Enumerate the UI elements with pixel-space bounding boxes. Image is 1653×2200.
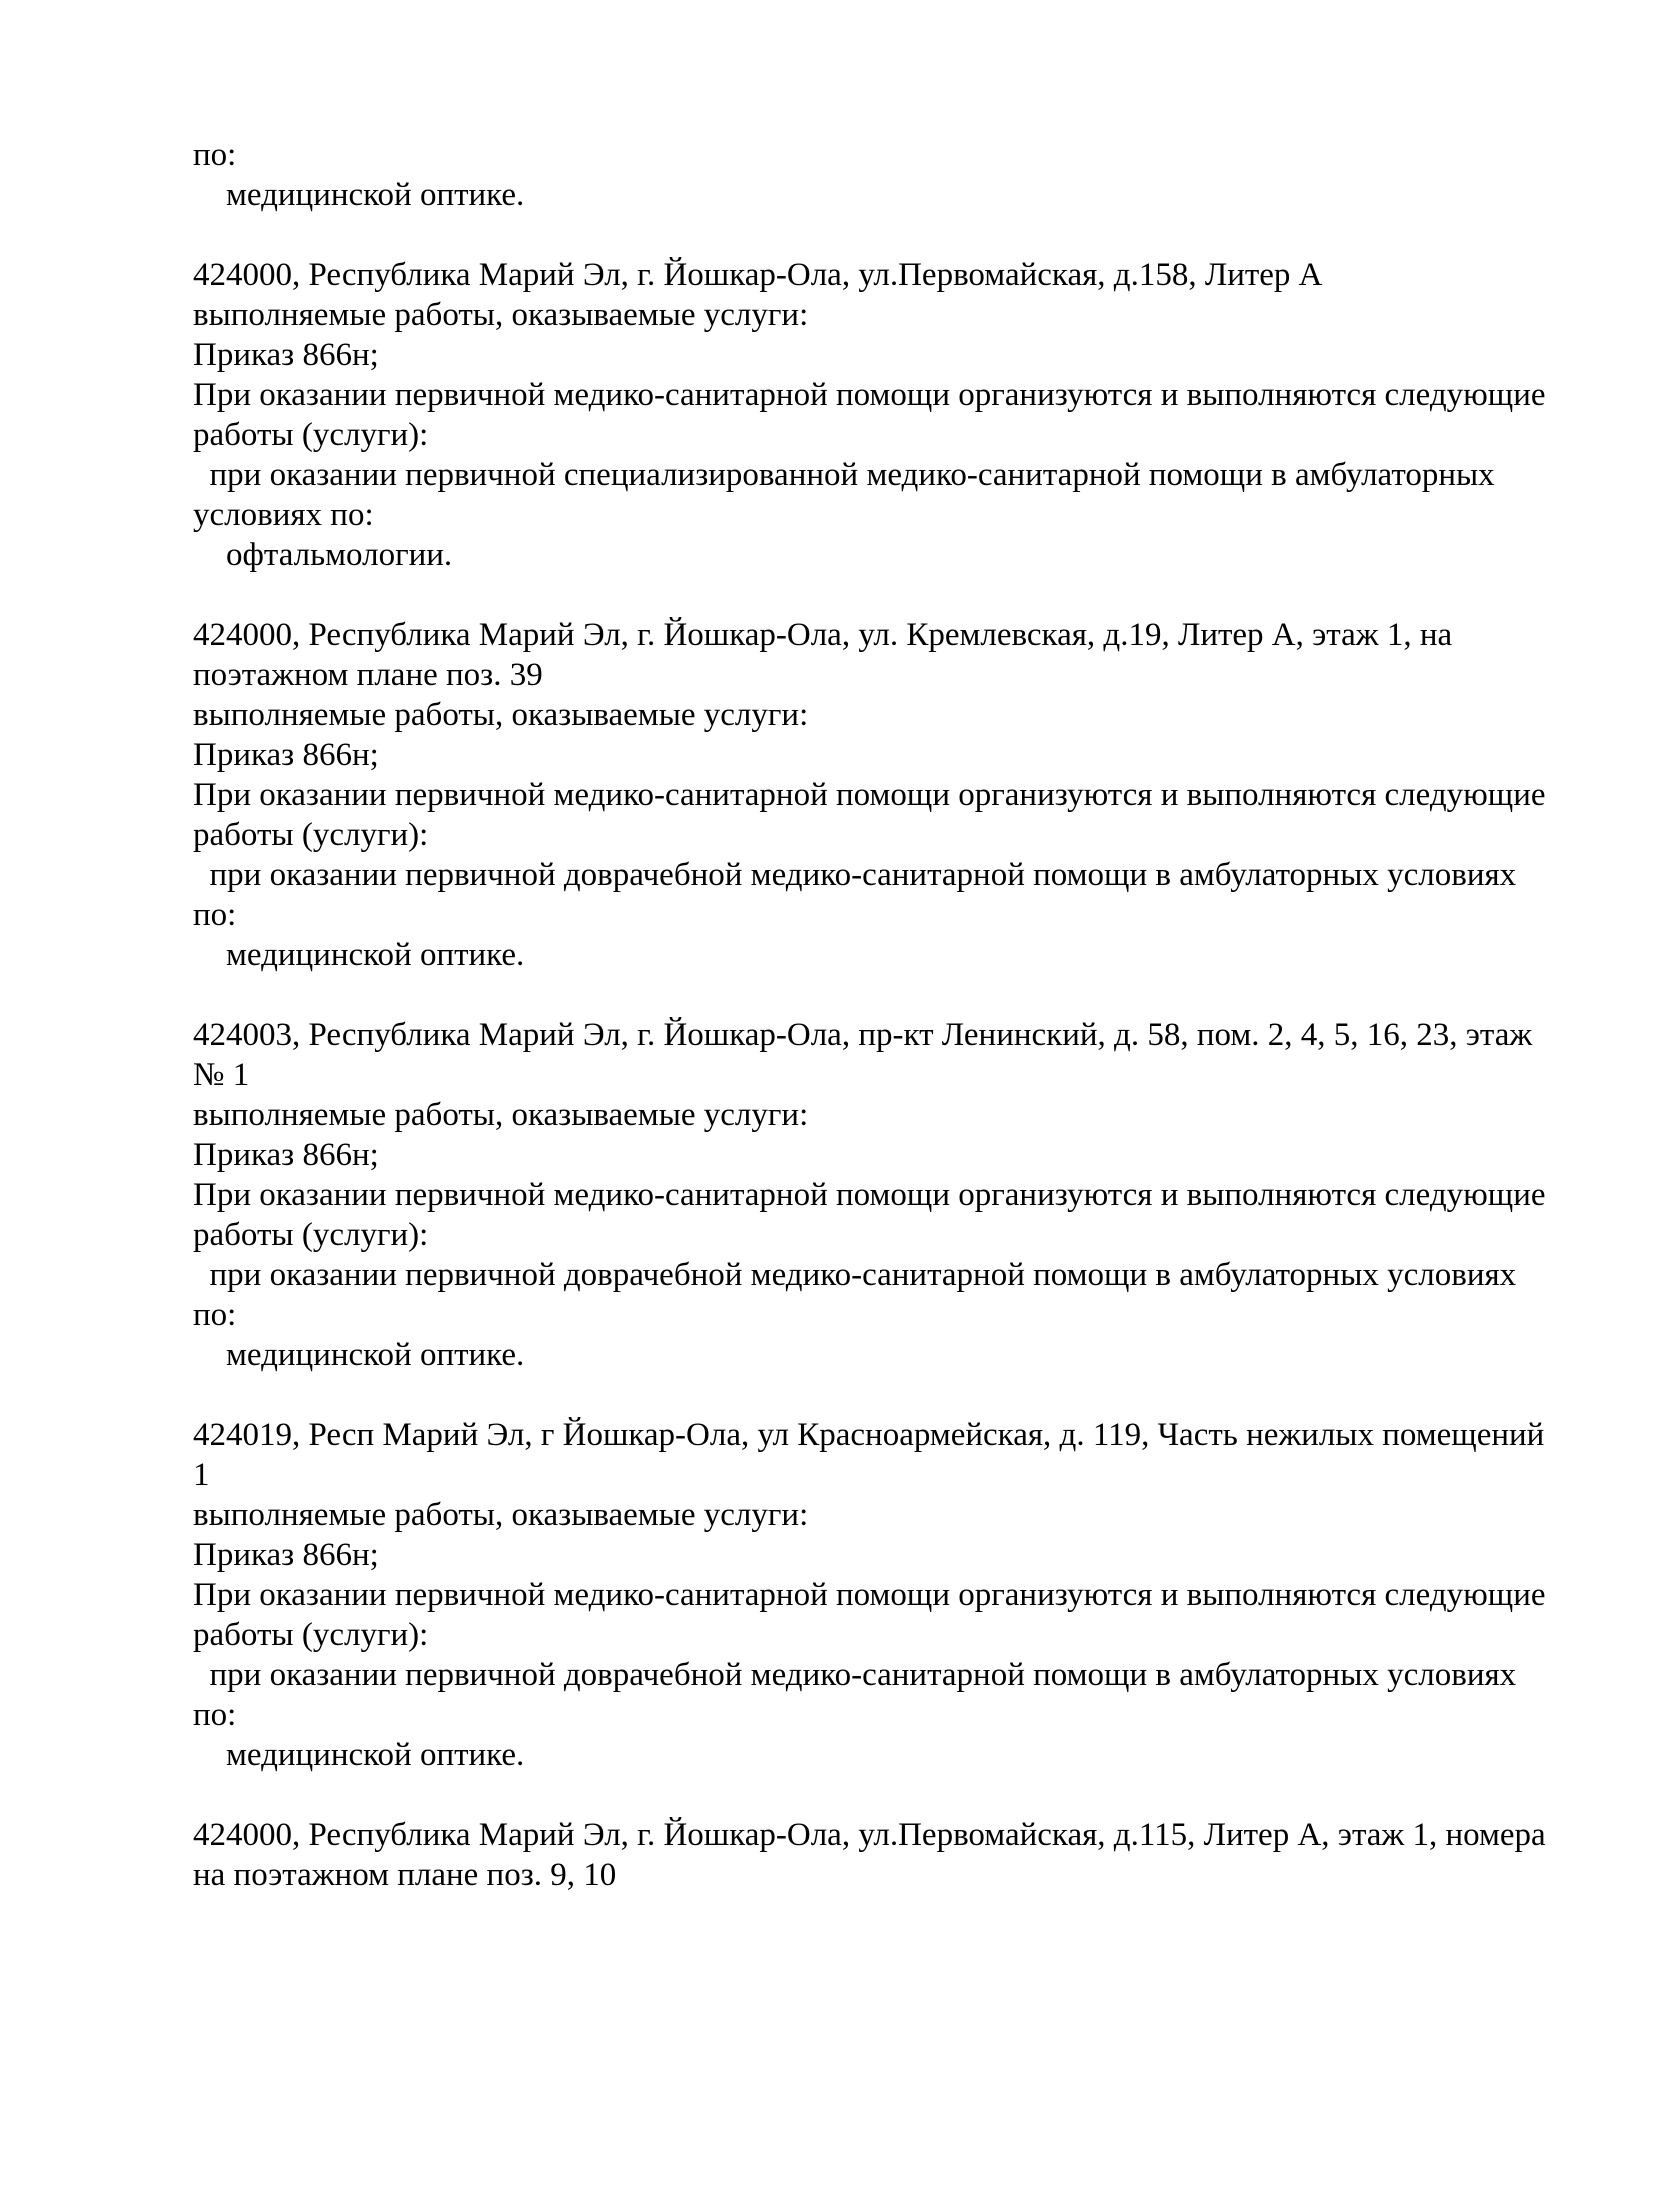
license-entry-krasnoarmeyskaya-119 [193, 1415, 1613, 1775]
address-line: 424019, Респ Марий Эл, г Йошкар-Ола, ул Красноармейская, д. 119, Часть нежилых помещений [193, 1417, 1545, 1453]
address-line: 424000, Республика Марий Эл, г. Йошкар-Ола, ул.Первомайская, д.158, Литер А [193, 257, 1323, 293]
specialty-line: медицинской оптике. [193, 937, 525, 973]
service-condition-line: при оказании первичной доврачебной медико-санитарной помощи в амбулаторных условиях [193, 1657, 1517, 1693]
license-entry-kremlevskaya-19 [193, 615, 1613, 975]
service-condition-line: при оказании первичной доврачебной медико-санитарной помощи в амбулаторных условиях [193, 857, 1517, 893]
service-condition-line: при оказании первичной доврачебной медико-санитарной помощи в амбулаторных условиях [193, 1257, 1517, 1293]
specialty-line: офтальмологии. [193, 537, 453, 573]
condition-continuation-line: по: [193, 897, 237, 933]
address-continuation-line: поэтажном плане поз. 39 [193, 657, 543, 693]
address-line: 424003, Республика Марий Эл, г. Йошкар-Ола, пр-кт Ленинский, д. 58, пом. 2, 4, 5, 16, 23, этаж [193, 1017, 1533, 1053]
works-services-label: выполняемые работы, оказываемые услуги: [193, 297, 809, 333]
address-line: 424000, Республика Марий Эл, г. Йошкар-Ола, ул. Кремлевская, д.19, Литер А, этаж 1, на [193, 617, 1453, 653]
document-body [193, 135, 1613, 1895]
works-intro-line: При оказании первичной медико-санитарной помощи организуются и выполняются следующие [193, 377, 1546, 413]
address-continuation-line: № 1 [193, 1057, 250, 1093]
works-services-label: выполняемые работы, оказываемые услуги: [193, 1097, 809, 1133]
works-intro-continuation-line: работы (услуги): [193, 417, 429, 453]
license-entry-pervomayskaya-115 [193, 1815, 1613, 1895]
condition-continuation-line: условиях по: [193, 497, 374, 533]
works-intro-continuation-line: работы (услуги): [193, 1217, 429, 1253]
works-intro-continuation-line: работы (услуги): [193, 1617, 429, 1653]
works-intro-line: При оказании первичной медико-санитарной помощи организуются и выполняются следующие [193, 777, 1546, 813]
specialty-line: медицинской оптике. [193, 1737, 525, 1773]
works-services-label: выполняемые работы, оказываемые услуги: [193, 1497, 809, 1533]
address-line: 424000, Республика Марий Эл, г. Йошкар-Ола, ул.Первомайская, д.115, Литер А, этаж 1, номера [193, 1817, 1546, 1853]
address-continuation-line: 1 [193, 1457, 210, 1493]
order-line: Приказ 866н; [193, 737, 379, 773]
order-line: Приказ 866н; [193, 1537, 379, 1573]
license-entry-leninsky-58 [193, 1015, 1613, 1375]
condition-continuation-line: по: [193, 1697, 237, 1733]
condition-continuation-line: по: [193, 137, 237, 173]
specialty-line: медицинской оптике. [193, 1337, 525, 1373]
order-line: Приказ 866н; [193, 337, 379, 373]
condition-continuation-line: по: [193, 1297, 237, 1333]
order-line: Приказ 866н; [193, 1137, 379, 1173]
works-intro-line: При оказании первичной медико-санитарной помощи организуются и выполняются следующие [193, 1577, 1546, 1613]
address-continuation-line: на поэтажном плане поз. 9, 10 [193, 1857, 617, 1893]
works-services-label: выполняемые работы, оказываемые услуги: [193, 697, 809, 733]
works-intro-continuation-line: работы (услуги): [193, 817, 429, 853]
entry-continuation [193, 135, 1613, 215]
specialty-line: медицинской оптике. [193, 177, 525, 213]
license-entry-pervomayskaya-158 [193, 255, 1613, 575]
works-intro-line: При оказании первичной медико-санитарной помощи организуются и выполняются следующие [193, 1177, 1546, 1213]
service-condition-line: при оказании первичной специализированной медико-санитарной помощи в амбулаторных [193, 457, 1495, 493]
